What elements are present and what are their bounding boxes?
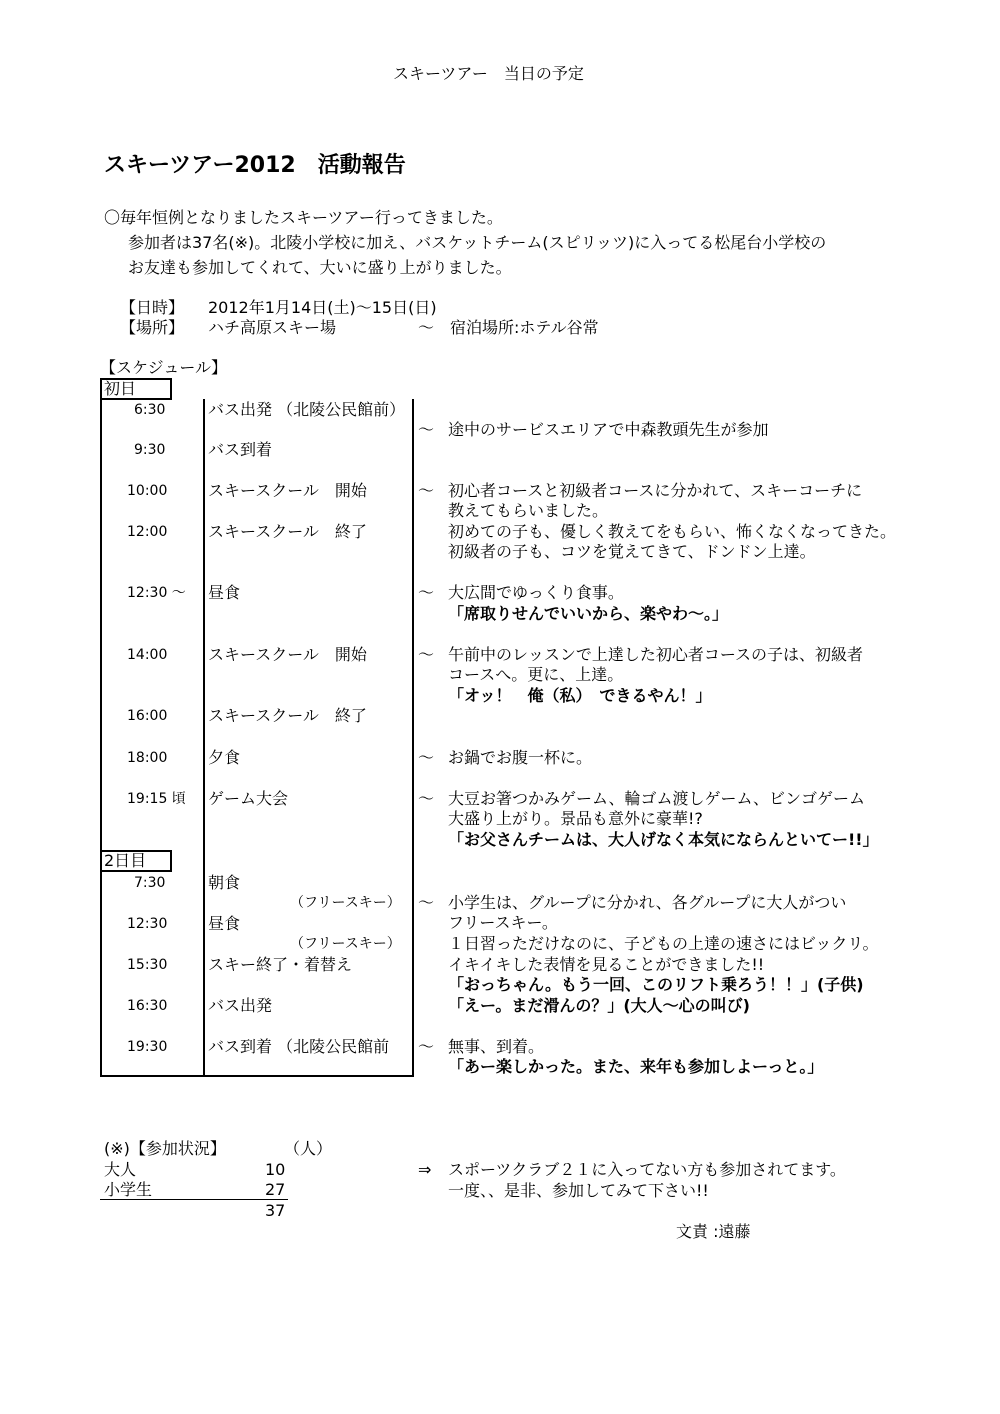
intro-line-2: 参加者は37名(※)。北陵小学校に加え、バスケットチーム(スピリッツ)に入ってる松尾台小学校の — [128, 233, 827, 252]
place-tilde: ～ — [418, 318, 435, 337]
lodging: 宿泊場所:ホテル谷常 — [450, 318, 599, 337]
table-right-border — [412, 399, 414, 1077]
day2-label: 2日目 — [104, 851, 147, 870]
time-cell: 16:00 — [127, 708, 168, 724]
author: 文責 :遠藤 — [676, 1222, 751, 1241]
comment-line: 無事、到着。 — [448, 1037, 545, 1056]
total-value: 37 — [265, 1201, 286, 1220]
event-cell: 昼食 — [208, 914, 241, 933]
time-cell: 7:30 — [134, 875, 166, 891]
comment-line: １日習っただけなのに、子どもの上達の速さにはビックリ。 — [448, 934, 879, 953]
time-cell: 9:30 — [134, 442, 166, 458]
event-cell: ゲーム大会 — [208, 789, 289, 808]
comment-line: イキイキした表情を見ることができました!! — [448, 955, 765, 974]
participation-unit: （人） — [284, 1139, 333, 1158]
place-value: ハチ高原スキー場 — [208, 318, 337, 337]
quote-line: 「オッ！ 俺（私） できるやん！」 — [448, 686, 712, 705]
tilde-mark: ～ — [418, 420, 435, 439]
event-cell: バス到着 — [208, 440, 273, 459]
place-label: 【場所】 — [120, 318, 185, 337]
event-cell: バス到着 （北陵公民館前 — [208, 1037, 390, 1056]
event-cell: スキースクール 終了 — [208, 522, 367, 541]
participation-label: (※)【参加状況】 — [104, 1139, 226, 1158]
date-label: 【日時】 — [120, 298, 185, 317]
comment-line: 初めての子も、優しく教えてをもらい、怖くなくなってきた。 — [448, 522, 897, 541]
time-cell: 14:00 — [127, 647, 168, 663]
time-cell: 15:30 — [127, 957, 168, 973]
quote-line: 「お父さんチームは、大人げなく本気にならんといてー!!」 — [448, 830, 879, 849]
arrow-mark: ⇒ — [418, 1160, 432, 1179]
sum-line — [100, 1199, 288, 1200]
schedule-label: 【スケジュール】 — [100, 358, 228, 377]
event-cell: スキースクール 開始 — [208, 481, 367, 500]
event-cell: 昼食 — [208, 583, 241, 602]
comment-line: 大広間でゆっくり食事。 — [448, 583, 624, 602]
quote-line: 「えー。まだ滑んの？」(大人～心の叫び) — [448, 996, 750, 1015]
table-left-border — [100, 399, 102, 1077]
event-cell: バス出発 — [208, 996, 273, 1015]
tilde-mark: ～ — [418, 748, 435, 767]
quote-line: 「席取りせんでいいから、楽やわ～。」 — [448, 604, 729, 623]
participation-note-2: 一度、、是非、参加してみて下さい!! — [448, 1181, 709, 1200]
comment-line: お鍋でお腹一杯に。 — [448, 748, 593, 767]
time-cell: 19:30 — [127, 1039, 168, 1055]
event-cell: スキー終了・着替え — [208, 955, 353, 974]
table-bottom-border — [100, 1075, 414, 1077]
report-title: スキーツアー2012 活動報告 — [104, 153, 406, 178]
comment-line: 途中のサービスエリアで中森教頭先生が参加 — [448, 420, 769, 439]
time-cell: 12:30 — [127, 916, 168, 932]
time-cell: 16:30 — [127, 998, 168, 1014]
adult-label: 大人 — [104, 1160, 137, 1179]
comment-line: 小学生は、グループに分かれ、各グループに大人がつい — [448, 893, 847, 912]
event-note: （フリースキー） — [290, 936, 401, 952]
time-cell: 18:00 — [127, 750, 168, 766]
tilde-mark: ～ — [418, 1037, 435, 1056]
child-label: 小学生 — [104, 1180, 153, 1199]
child-value: 27 — [265, 1180, 286, 1199]
intro-line-3: お友達も参加してくれて、大いに盛り上がりました。 — [128, 258, 512, 277]
time-cell: 19:15 頃 — [127, 791, 186, 807]
time-cell: 6:30 — [134, 402, 166, 418]
comment-line: 午前中のレッスンで上達した初心者コースの子は、初級者 — [448, 645, 864, 664]
participation-note-1: スポーツクラブ２１に入ってない方も参加されてます。 — [448, 1160, 846, 1179]
adult-value: 10 — [265, 1160, 286, 1179]
quote-line: 「あー楽しかった。また、来年も参加しよーっと。」 — [448, 1057, 824, 1076]
event-note: （フリースキー） — [290, 895, 401, 911]
comment-line: フリースキー。 — [448, 913, 558, 932]
comment-line: 教えてもらいました。 — [448, 501, 609, 520]
comment-line: 大盛り上がり。景品も意外に豪華!? — [448, 809, 703, 828]
tilde-mark: ～ — [418, 893, 435, 912]
event-cell: 夕食 — [208, 748, 241, 767]
intro-line-1: 〇毎年恒例となりましたスキーツアー行ってきました。 — [104, 208, 503, 227]
page-header: スキーツアー 当日の予定 — [393, 64, 584, 83]
table-divider — [203, 399, 205, 1077]
comment-line: 初心者コースと初級者コースに分かれて、スキーコーチに — [448, 481, 863, 500]
date-value: 2012年1月14日(土)～15日(日) — [208, 298, 437, 317]
tilde-mark: ～ — [418, 583, 435, 602]
tilde-mark: ～ — [418, 645, 435, 664]
day1-label: 初日 — [104, 379, 137, 398]
tilde-mark: ～ — [418, 481, 435, 500]
tilde-mark: ～ — [418, 789, 435, 808]
comment-line: コースへ。更に、上達。 — [448, 665, 624, 684]
time-cell: 12:30 ～ — [127, 585, 186, 601]
time-cell: 10:00 — [127, 483, 168, 499]
event-cell: バス出発 （北陵公民館前） — [208, 400, 406, 419]
time-cell: 12:00 — [127, 524, 168, 540]
quote-line: 「おっちゃん。もう一回、このリフト乗ろう！！」(子供) — [448, 975, 864, 994]
comment-line: 初級者の子も、コツを覚えてきて、ドンドン上達。 — [448, 542, 816, 561]
comment-line: 大豆お箸つかみゲーム、輪ゴム渡しゲーム、ビンゴゲーム — [448, 789, 865, 808]
event-cell: スキースクール 開始 — [208, 645, 367, 664]
event-cell: 朝食 — [208, 873, 241, 892]
event-cell: スキースクール 終了 — [208, 706, 367, 725]
